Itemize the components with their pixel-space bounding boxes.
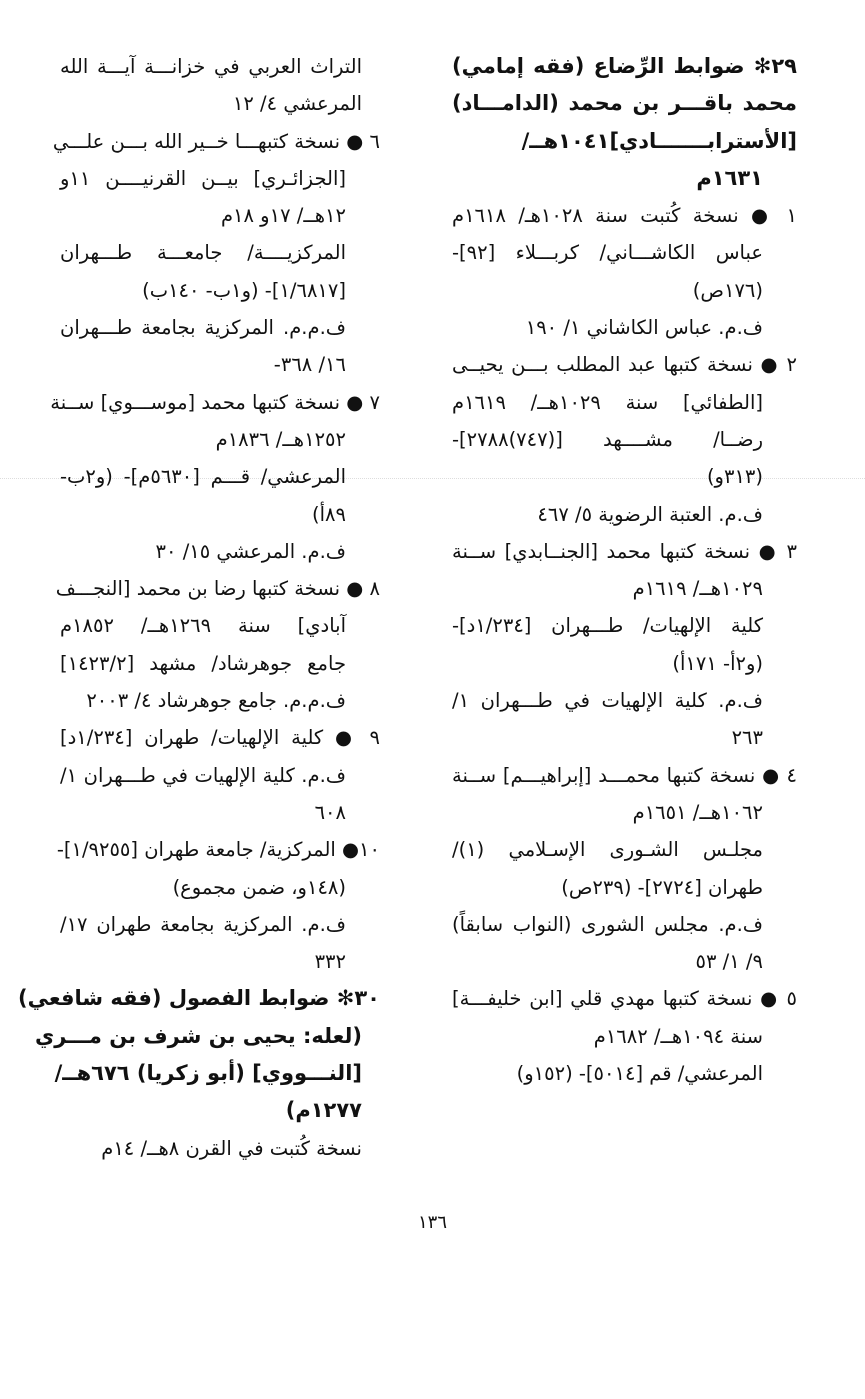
left-column-line: ف.م. المرعشي ١٥/ ٣٠ <box>155 539 346 563</box>
left-column-line: ١٢٧٧م) <box>285 1098 362 1123</box>
right-column-line: ١ ● نسخة كُتبت سنة ١٠٢٨هـ/ ١٦١٨م <box>452 204 798 228</box>
right-column-line: ٢٩✻ ضوابط الرِّضاع (فقه إمامي) <box>452 54 797 78</box>
right-column-line: عباس الكاشـــاني/ كربـــلاء [٩٢]- <box>452 241 763 265</box>
left-column-line: ف.م.م. جامع جوهرشاد ٤/ ٢٠٠٣ <box>86 689 346 713</box>
right-column-line: ف.م. كلية الإلهيات في طـــهران ١/ <box>452 689 763 713</box>
left-column-line: (لعله: يحيى بن شرف بن مـــري <box>35 1023 362 1048</box>
left-column-line: آبادي] سنة ١٢٦٩هــ/ ١٨٥٢م <box>60 614 346 638</box>
right-column-line: سنة ١٠٩٤هــ/ ١٦٨٢م <box>593 1024 763 1048</box>
right-column-line: ١٠٦٢هــ/ ١٦٥١م <box>632 800 763 824</box>
left-column-line: ١٢٥٢هــ/ ١٨٣٦م <box>215 427 346 451</box>
left-column-line: جامع جوهرشاد/ مشهد [١٤٢٣/٢] <box>60 651 346 675</box>
right-column-line: المرعشي/ قم [٥٠١٤]- (١٥٢و) <box>516 1062 763 1086</box>
left-column-line: [الجزائـري] بيــن القرنيــــن ١١و <box>60 166 346 190</box>
right-column-line: [الأسترابـــــــادي]١٠٤١هــ/ <box>521 128 797 153</box>
left-column-line: ١٦/ ٣٦٨- <box>273 353 346 377</box>
right-column-line: ٥ ● نسخة كتبها مهدي قلي [ابن خليفـــة] <box>452 987 797 1011</box>
right-column-line: محمد باقـــر بن محمد (الدامـــاد) <box>452 91 797 116</box>
left-column-line: ٨٩أ) <box>312 502 346 526</box>
left-column-line: ف.م. المركزية بجامعة طهران ١٧/ <box>60 912 346 936</box>
left-column-line: ٦٠٨ <box>314 800 346 824</box>
left-column <box>18 48 380 1167</box>
right-column-line: مجلـس الشـورى الإسـلامي (١)/ <box>452 838 763 862</box>
left-column-line: ٧ ● نسخة كتبها محمد [موســـوي] ســنة <box>50 390 380 414</box>
left-column-line: ١٠● المركزية/ جامعة طهران [١/٩٢٥٥]- <box>56 838 380 862</box>
right-column-line: ٢ ● نسخة كتبها عبد المطلب بـــن يحيــى <box>452 353 797 377</box>
left-column-line: ف.م.م. المركزية بجامعة طـــهران <box>60 316 346 340</box>
right-column-line: [الطفائي] سنة ١٠٢٩هــ/ ١٦١٩م <box>452 390 763 414</box>
left-column-line: [١/٦٨١٧]- (و١ب- ١٤٠ب) <box>142 278 346 302</box>
right-column-line: طهران [٢٧٢٤]- (٢٣٩ص) <box>561 875 763 899</box>
right-column-line: ف.م. العتبة الرضوية ٥/ ٤٦٧ <box>537 502 763 526</box>
left-column-line: التراث العربي في خزانـــة آيـــة الله <box>60 55 362 78</box>
left-column-line: (١٤٨و، ضمن مجموع) <box>172 875 346 899</box>
left-column-line: المرعشي/ قـــم [٥٦٣٠م]- (و٢ب- <box>60 465 346 489</box>
right-column-line: ٣ ● نسخة كتبها محمد [الجنــابدي] ســنة <box>452 539 797 563</box>
right-column-line: (و٢أ- ١٧١أ) <box>672 651 763 675</box>
left-column-line: نسخة كُتبت في القرن ٨هــ/ ١٤م <box>101 1136 362 1160</box>
right-column-line: كلية الإلهيات/ طـــهران [١/٢٣٤د]- <box>452 614 763 638</box>
left-column-line: المرعشي ٤/ ١٢ <box>232 92 362 116</box>
right-column-line: ٤ ● نسخة كتبها محمـــد [إبراهيـــم] ســنة <box>452 763 797 787</box>
right-column-line: ٢٦٣ <box>731 726 763 750</box>
left-column-line: ٦ ● نسخة كتبهـــا خــير الله بـــن علـــي <box>52 129 380 153</box>
right-column-line: ٩/ ١/ ٥٣ <box>695 950 763 974</box>
left-column-line: ف.م. كلية الإلهيات في طـــهران ١/ <box>60 763 346 787</box>
right-column-line: ١٠٢٩هــ/ ١٦١٩م <box>632 577 763 601</box>
right-column-line: (٣١٣و) <box>706 465 763 489</box>
left-column-line: المركزيــــة/ جامعـــة طـــهران <box>60 241 346 265</box>
right-column-line: ١٦٣١م <box>696 165 763 190</box>
left-column-line: ٣٠✻ ضوابط الفصول (فقه شافعي) <box>18 986 380 1011</box>
right-column-line: ف.م. مجلس الشورى (النواب سابقاً) <box>452 912 763 936</box>
page-number: ١٣٦ <box>417 1212 447 1233</box>
left-column-line: ٣٣٢ <box>314 950 346 974</box>
left-column-line: [النـــووي] (أبو زكريا) ٦٧٦هــ/ <box>54 1061 362 1086</box>
right-column-line: ف.م. عباس الكاشاني ١/ ١٩٠ <box>525 316 763 340</box>
right-column-line: (١٧٦ص) <box>692 278 763 302</box>
left-column-line: ٨ ● نسخة كتبها رضا بن محمد [النجـــف <box>55 577 380 601</box>
right-column <box>452 48 797 1092</box>
left-column-line: ١٢هــ/ ١٧و ١٨م <box>220 204 346 228</box>
right-column-line: رضــا/ مشــــهد [(٧٤٧)٢٧٨٨]- <box>452 427 763 451</box>
left-column-line: ٩ ● كلية الإلهيات/ طهران [١/٢٣٤د] <box>60 726 380 750</box>
